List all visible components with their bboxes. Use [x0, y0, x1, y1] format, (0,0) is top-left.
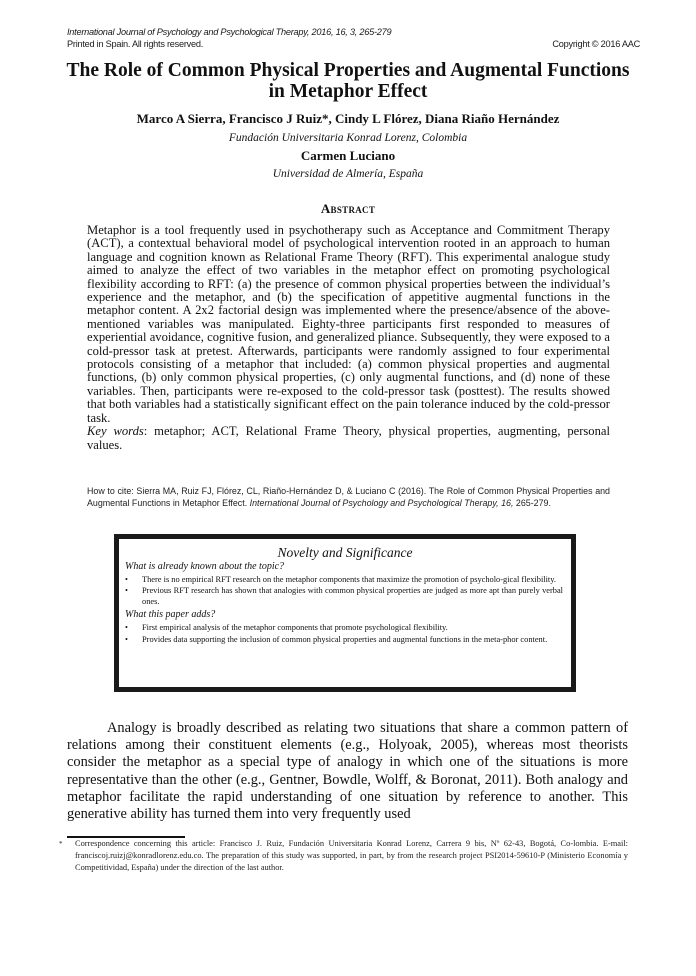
- citation-pages: 265-279.: [513, 497, 551, 508]
- list-item: • Provides data supporting the inclusion of common physical properties and augmental functions in the meta-phor content.: [125, 634, 548, 644]
- footnote-text: Correspondence concerning this article: Francisco J. Ruiz, Fundación Universitaria Konrad Lorenz, Carrera 9 bis, Nº 62-43, Bogotá, Co-lombia. E-mail: franciscoj.ruizj@konradlorenz.edu.co. The preparation of this study was supported, in part, by from the research project PSI2014-59610-P (Ministerio Economía y Competitividad, España) under the direction of the last author.: [75, 839, 628, 873]
- keywords-label: Key words: [87, 424, 144, 439]
- box-title: Novelty and Significance: [277, 545, 413, 560]
- list-item: • Previous RFT research has shown that analogies with common physical properties are judged as more apt than purely verbal ones.: [125, 586, 563, 606]
- abstract-heading: Abstract: [320, 201, 376, 216]
- how-to-cite: [87, 486, 610, 510]
- known-list: [125, 575, 563, 607]
- abstract-text: Metaphor is a tool frequently used in psychotherapy such as Acceptance and Commitment Therapy (ACT), a contextual behavioral model of psychological intervention rooted in an approach to human language and cognition known as Relational Frame Theory (RFT). This experimental analogue study aimed to analyze the effect of two variables in the metaphor effect on promoting psychological flexibility according to RFT: (a) the presence of common physical properties between the individual’s experience and the metaphor, and (b) the specification of appetitive augmental functions in the metaphor content. A 2x2 factorial design was implemented where the presence/absence of the above-mentioned variables was manipulated. Eighty-three participants first responded to measures of experiential avoidance, cognitive fusion, and generalized pliance. Subsequently, they were exposed to a cold-pressor task at pretest. Afterwards, participants were randomly assigned to four experimental protocols consisting of a metaphor that included: (a) common physical properties and augmental functions, (b) only common physical properties, (c) only augmental functions, and (d) none of these variables. Then, participants were re-exposed to the cold-pressor task (posttest). The results showed that both variables had a statistically significant effect on the pain tolerance induced by the cold-pressor task.: [87, 223, 610, 425]
- list-item: • First empirical analysis of the metaphor components that promote psychological flexibility.: [125, 623, 448, 633]
- printed-notice: Printed in Spain. All rights reserved.: [67, 39, 204, 49]
- correspondence-footnote: [59, 838, 628, 875]
- authors-line-1: Marco A Sierra, Francisco J Ruiz*, Cindy L Flórez, Diana Riaño Hernández: [136, 111, 560, 126]
- adds-list: [125, 623, 563, 645]
- authors-line-2: Carmen Luciano: [300, 148, 396, 163]
- body-paragraph: Analogy is broadly described as relating two situations that share a common pattern of relations among their constituent elements (e.g., Holyoak, 2005), whereas most theorists consider the metaphor as a special type of analogy in which one of the situations is more representative than the other (e.g., Gentner, Bowdle, Wolff, & Boronat, 2011). Both analogy and metaphor facilitate the rapid understanding of one situation by reference to another. This generative ability has turned them into very frequently used: [67, 720, 628, 823]
- affiliation-2: Universidad de Almería, España: [272, 168, 424, 180]
- abstract-section: [87, 224, 610, 452]
- copyright-notice: Copyright © 2016 AAC: [552, 39, 640, 49]
- list-item: • There is no empirical RFT research on the metaphor components that maximize the promotion of psycholo-gical flexibility.: [125, 575, 556, 584]
- adds-heading: What this paper adds?: [125, 609, 216, 621]
- keywords-list: : metaphor; ACT, Relational Frame Theory, physical properties, augmenting, personal values.: [87, 424, 610, 452]
- citation-prefix: How to cite: Sierra MA, Ruiz FJ, Flórez, CL, Riaño-Hernández D, & Luciano C (2016). The Role of Common Physical Properties and Augmental Functions in Metaphor Effect.: [87, 486, 610, 508]
- body-text: [67, 720, 628, 823]
- header-rights-row: [67, 38, 640, 50]
- affiliation-1: Fundación Universitaria Konrad Lorenz, Colombia: [228, 132, 468, 144]
- bullet-icon: •: [125, 623, 128, 633]
- journal-header: International Journal of Psychology and Psychological Therapy, 2016, 16, 3, 265-279: [67, 27, 392, 37]
- footnote-marker: *: [59, 840, 63, 848]
- bullet-icon: •: [125, 586, 128, 596]
- citation-journal: International Journal of Psychology and Psychological Therapy, 16,: [249, 497, 514, 508]
- bullet-icon: •: [125, 575, 128, 584]
- bullet-icon: •: [125, 634, 128, 644]
- keywords: [87, 425, 610, 452]
- known-heading: What is already known about the topic?: [125, 561, 285, 572]
- article-title: The Role of Common Physical Properties and Augmental Functions in Metaphor Effect: [66, 60, 630, 102]
- novelty-significance-box: [114, 534, 576, 692]
